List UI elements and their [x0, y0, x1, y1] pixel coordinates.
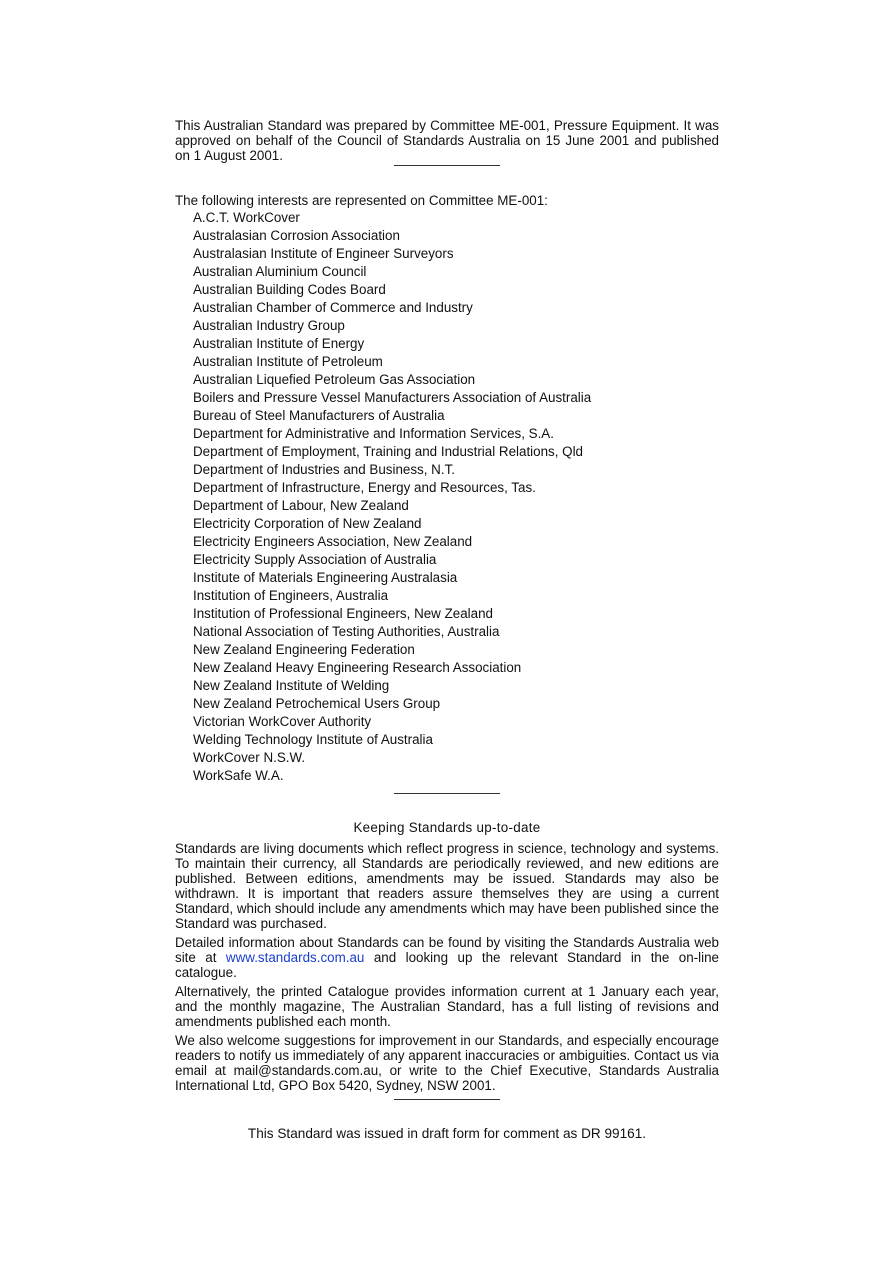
interest-item: Department of Industries and Business, N.T. — [193, 462, 455, 477]
paragraph-living-documents: Standards are living documents which reflect progress in science, technology and systems. To maintain their currency, all Standards are periodically reviewed, and new editions are published. Between editions, amendments may be issued. Standards may also be withdrawn. It is important that readers assure themselves they are using a current Standard, which should include any amendments which may have been published since the Standard was purchased. — [175, 841, 719, 931]
paragraph-feedback: We also welcome suggestions for improvement in our Standards, and especially encourage readers to notify us immediately of any apparent inaccuracies or ambiguities. Contact us via email at mail@standards.com.au, or write to the Chief Executive, Standards Australia International Ltd, GPO Box 5420, Sydney, NSW 2001. — [175, 1033, 719, 1093]
interest-item: Department of Labour, New Zealand — [193, 498, 409, 513]
interest-item: New Zealand Heavy Engineering Research Association — [193, 660, 522, 675]
interest-item: Australian Industry Group — [193, 318, 345, 333]
interest-item: Boilers and Pressure Vessel Manufacturers Association of Australia — [193, 390, 592, 405]
interest-item: Electricity Supply Association of Australia — [193, 552, 437, 567]
interest-item: Australian Building Codes Board — [193, 282, 386, 297]
interest-item: New Zealand Petrochemical Users Group — [193, 696, 441, 711]
draft-note: This Standard was issued in draft form for comment as DR 99161. — [247, 1126, 647, 1141]
interest-item: Welding Technology Institute of Australia — [193, 732, 433, 747]
interest-item: National Association of Testing Authorities, Australia — [193, 624, 500, 639]
interest-item: Australian Institute of Energy — [193, 336, 365, 351]
interest-item: Department for Administrative and Information Services, S.A. — [193, 426, 554, 441]
interest-item: Electricity Engineers Association, New Zealand — [193, 534, 473, 549]
interest-item: Victorian WorkCover Authority — [193, 714, 372, 729]
document-page — [175, 118, 719, 1141]
interest-item: New Zealand Institute of Welding — [193, 678, 390, 693]
interest-item: Institution of Engineers, Australia — [193, 588, 389, 603]
divider-rule — [394, 1099, 500, 1100]
paragraph-text: Detailed information about Standards can be found by visiting the Standards Australia web site at — [175, 935, 719, 965]
interest-item: Department of Infrastructure, Energy and Resources, Tas. — [193, 480, 536, 495]
interest-item: Australian Chamber of Commerce and Industry — [193, 300, 473, 315]
interest-item: WorkSafe W.A. — [193, 768, 284, 783]
section-title: Keeping Standards up-to-date — [353, 820, 541, 835]
interest-item: Australian Aluminium Council — [193, 264, 367, 279]
paragraph-catalogue: Alternatively, the printed Catalogue provides information current at 1 January each year, and the monthly magazine, The Australian Standard, has a full listing of revisions and amendments published each month. — [175, 984, 719, 1029]
interest-item: Australian Institute of Petroleum — [193, 354, 383, 369]
paragraph-web-info — [175, 935, 719, 980]
interest-item: Australasian Institute of Engineer Surveyors — [193, 246, 454, 261]
preparation-statement: This Australian Standard was prepared by Committee ME-001, Pressure Equipment. It was approved on behalf of the Council of Standards Australia on 15 June 2001 and published on 1 August 2001. — [175, 118, 719, 163]
interests-list — [175, 209, 719, 785]
interest-item: Electricity Corporation of New Zealand — [193, 516, 422, 531]
standards-website-link[interactable]: www.standards.com.au — [225, 950, 365, 965]
interest-item: WorkCover N.S.W. — [193, 750, 306, 765]
interest-item: Australian Liquefied Petroleum Gas Association — [193, 372, 476, 387]
interests-heading: The following interests are represented on Committee ME-001: — [175, 193, 548, 208]
divider-rule — [394, 793, 500, 794]
interest-item: New Zealand Engineering Federation — [193, 642, 415, 657]
interest-item: Department of Employment, Training and Industrial Relations, Qld — [193, 444, 584, 459]
interest-item: Institution of Professional Engineers, New Zealand — [193, 606, 493, 621]
divider-rule — [394, 165, 500, 166]
interest-item: Australasian Corrosion Association — [193, 228, 400, 243]
paragraph-text: and looking up the relevant Standard in the on-line catalogue. — [175, 950, 719, 980]
interest-item: A.C.T. WorkCover — [193, 210, 300, 225]
interest-item: Bureau of Steel Manufacturers of Australia — [193, 408, 445, 423]
interest-item: Institute of Materials Engineering Australasia — [193, 570, 458, 585]
